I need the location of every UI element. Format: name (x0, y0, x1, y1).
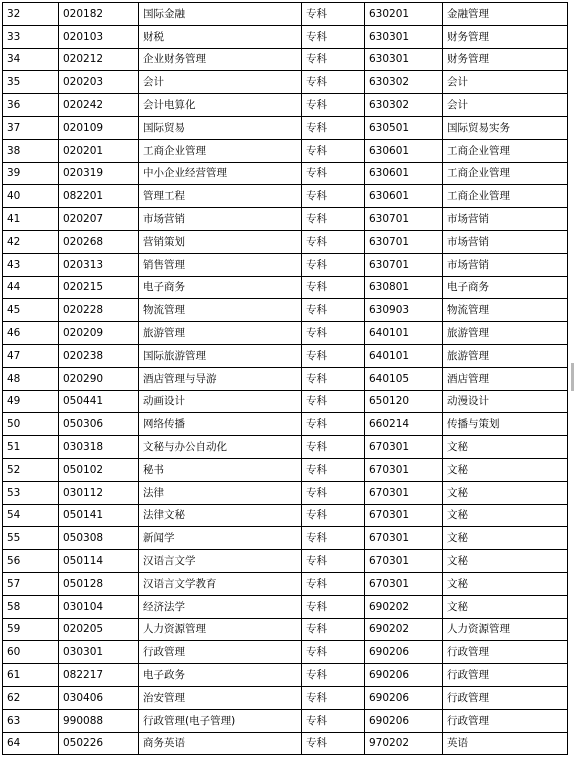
row-number-cell: 61 (3, 664, 59, 687)
exam-major-name-cell: 市场营销 (139, 208, 302, 231)
level-cell: 专科 (302, 48, 365, 71)
table-row (3, 116, 568, 139)
row-number-cell: 53 (3, 481, 59, 504)
target-major-name-cell: 行政管理 (443, 709, 568, 732)
target-major-code-cell: 630601 (365, 139, 443, 162)
exam-major-name-cell: 国际旅游管理 (139, 344, 302, 367)
table-row (3, 413, 568, 436)
exam-major-code-cell: 082201 (59, 185, 139, 208)
level-cell: 专科 (302, 664, 365, 687)
table-row (3, 299, 568, 322)
target-major-name-cell: 工商企业管理 (443, 139, 568, 162)
level-cell: 专科 (302, 595, 365, 618)
exam-major-code-cell: 050306 (59, 413, 139, 436)
exam-major-code-cell: 050141 (59, 504, 139, 527)
exam-major-name-cell: 新闻学 (139, 527, 302, 550)
target-major-code-cell: 630501 (365, 116, 443, 139)
level-cell: 专科 (302, 367, 365, 390)
exam-major-code-cell: 020290 (59, 367, 139, 390)
target-major-code-cell: 630301 (365, 25, 443, 48)
level-cell: 专科 (302, 116, 365, 139)
table-row (3, 458, 568, 481)
target-major-code-cell: 640105 (365, 367, 443, 390)
target-major-code-cell: 630601 (365, 162, 443, 185)
level-cell: 专科 (302, 253, 365, 276)
table-row (3, 390, 568, 413)
row-number-cell: 51 (3, 436, 59, 459)
table-row (3, 641, 568, 664)
exam-major-code-cell: 020228 (59, 299, 139, 322)
exam-major-name-cell: 人力资源管理 (139, 618, 302, 641)
table-row (3, 595, 568, 618)
row-number-cell: 45 (3, 299, 59, 322)
table-row (3, 481, 568, 504)
exam-major-name-cell: 国际金融 (139, 3, 302, 26)
target-major-name-cell: 人力资源管理 (443, 618, 568, 641)
exam-major-code-cell: 050226 (59, 732, 139, 755)
level-cell: 专科 (302, 322, 365, 345)
table-row (3, 527, 568, 550)
target-major-code-cell: 630701 (365, 253, 443, 276)
level-cell: 专科 (302, 71, 365, 94)
exam-major-code-cell: 020212 (59, 48, 139, 71)
target-major-name-cell: 文秘 (443, 481, 568, 504)
target-major-name-cell: 英语 (443, 732, 568, 755)
row-number-cell: 44 (3, 276, 59, 299)
level-cell: 专科 (302, 686, 365, 709)
table-row (3, 686, 568, 709)
exam-major-name-cell: 电子商务 (139, 276, 302, 299)
exam-major-name-cell: 网络传播 (139, 413, 302, 436)
level-cell: 专科 (302, 436, 365, 459)
row-number-cell: 64 (3, 732, 59, 755)
table-row (3, 162, 568, 185)
exam-major-name-cell: 酒店管理与导游 (139, 367, 302, 390)
exam-major-code-cell: 020103 (59, 25, 139, 48)
level-cell: 专科 (302, 504, 365, 527)
target-major-code-cell: 690206 (365, 709, 443, 732)
level-cell: 专科 (302, 641, 365, 664)
table-row (3, 322, 568, 345)
table-row (3, 436, 568, 459)
row-number-cell: 35 (3, 71, 59, 94)
target-major-name-cell: 传播与策划 (443, 413, 568, 436)
exam-major-name-cell: 电子政务 (139, 664, 302, 687)
target-major-name-cell: 市场营销 (443, 253, 568, 276)
target-major-name-cell: 市场营销 (443, 230, 568, 253)
table-row (3, 276, 568, 299)
target-major-code-cell: 630701 (365, 208, 443, 231)
target-major-name-cell: 文秘 (443, 504, 568, 527)
exam-major-code-cell: 020242 (59, 94, 139, 117)
table-row (3, 550, 568, 573)
row-number-cell: 54 (3, 504, 59, 527)
row-number-cell: 38 (3, 139, 59, 162)
table-row (3, 572, 568, 595)
exam-major-code-cell: 050102 (59, 458, 139, 481)
row-number-cell: 63 (3, 709, 59, 732)
exam-major-name-cell: 工商企业管理 (139, 139, 302, 162)
level-cell: 专科 (302, 527, 365, 550)
row-number-cell: 47 (3, 344, 59, 367)
table-row (3, 367, 568, 390)
row-number-cell: 41 (3, 208, 59, 231)
target-major-code-cell: 690202 (365, 595, 443, 618)
row-number-cell: 39 (3, 162, 59, 185)
target-major-name-cell: 工商企业管理 (443, 162, 568, 185)
exam-major-code-cell: 990088 (59, 709, 139, 732)
target-major-name-cell: 会计 (443, 71, 568, 94)
exam-major-code-cell: 050308 (59, 527, 139, 550)
target-major-name-cell: 文秘 (443, 550, 568, 573)
row-number-cell: 50 (3, 413, 59, 436)
row-number-cell: 60 (3, 641, 59, 664)
table-row (3, 230, 568, 253)
target-major-name-cell: 行政管理 (443, 664, 568, 687)
exam-major-name-cell: 会计电算化 (139, 94, 302, 117)
exam-major-name-cell: 秘书 (139, 458, 302, 481)
exam-major-code-cell: 020313 (59, 253, 139, 276)
level-cell: 专科 (302, 94, 365, 117)
row-number-cell: 36 (3, 94, 59, 117)
exam-major-name-cell: 管理工程 (139, 185, 302, 208)
target-major-name-cell: 市场营销 (443, 208, 568, 231)
table-row (3, 618, 568, 641)
row-number-cell: 48 (3, 367, 59, 390)
table-row (3, 139, 568, 162)
target-major-code-cell: 650120 (365, 390, 443, 413)
level-cell: 专科 (302, 299, 365, 322)
exam-major-name-cell: 经济法学 (139, 595, 302, 618)
exam-major-code-cell: 020268 (59, 230, 139, 253)
level-cell: 专科 (302, 390, 365, 413)
target-major-code-cell: 690206 (365, 664, 443, 687)
exam-major-name-cell: 中小企业经营管理 (139, 162, 302, 185)
exam-major-name-cell: 文秘与办公自动化 (139, 436, 302, 459)
target-major-name-cell: 行政管理 (443, 686, 568, 709)
exam-major-code-cell: 082217 (59, 664, 139, 687)
exam-major-code-cell: 020201 (59, 139, 139, 162)
target-major-name-cell: 动漫设计 (443, 390, 568, 413)
table-row (3, 94, 568, 117)
target-major-name-cell: 旅游管理 (443, 344, 568, 367)
table-row (3, 732, 568, 755)
exam-major-name-cell: 治安管理 (139, 686, 302, 709)
target-major-code-cell: 630601 (365, 185, 443, 208)
exam-major-code-cell: 050441 (59, 390, 139, 413)
row-number-cell: 34 (3, 48, 59, 71)
exam-major-name-cell: 法律 (139, 481, 302, 504)
target-major-code-cell: 640101 (365, 322, 443, 345)
level-cell: 专科 (302, 458, 365, 481)
row-number-cell: 33 (3, 25, 59, 48)
target-major-code-cell: 630801 (365, 276, 443, 299)
exam-major-code-cell: 020209 (59, 322, 139, 345)
exam-major-code-cell: 020207 (59, 208, 139, 231)
row-number-cell: 58 (3, 595, 59, 618)
exam-major-code-cell: 020182 (59, 3, 139, 26)
target-major-code-cell: 690206 (365, 686, 443, 709)
target-major-code-cell: 670301 (365, 504, 443, 527)
row-number-cell: 62 (3, 686, 59, 709)
target-major-name-cell: 会计 (443, 94, 568, 117)
exam-major-code-cell: 030406 (59, 686, 139, 709)
target-major-name-cell: 物流管理 (443, 299, 568, 322)
level-cell: 专科 (302, 230, 365, 253)
exam-major-name-cell: 会计 (139, 71, 302, 94)
target-major-name-cell: 工商企业管理 (443, 185, 568, 208)
exam-major-code-cell: 020109 (59, 116, 139, 139)
target-major-name-cell: 财务管理 (443, 48, 568, 71)
table-row (3, 185, 568, 208)
table-row (3, 664, 568, 687)
target-major-name-cell: 行政管理 (443, 641, 568, 664)
level-cell: 专科 (302, 208, 365, 231)
target-major-name-cell: 金融管理 (443, 3, 568, 26)
level-cell: 专科 (302, 709, 365, 732)
target-major-code-cell: 690206 (365, 641, 443, 664)
target-major-code-cell: 640101 (365, 344, 443, 367)
target-major-name-cell: 酒店管理 (443, 367, 568, 390)
level-cell: 专科 (302, 481, 365, 504)
target-major-name-cell: 文秘 (443, 572, 568, 595)
exam-major-code-cell: 020319 (59, 162, 139, 185)
target-major-code-cell: 670301 (365, 458, 443, 481)
level-cell: 专科 (302, 732, 365, 755)
exam-major-name-cell: 汉语言文学教育 (139, 572, 302, 595)
target-major-code-cell: 670301 (365, 436, 443, 459)
target-major-code-cell: 630903 (365, 299, 443, 322)
level-cell: 专科 (302, 25, 365, 48)
target-major-code-cell: 670301 (365, 481, 443, 504)
exam-major-name-cell: 销售管理 (139, 253, 302, 276)
exam-major-name-cell: 行政管理 (139, 641, 302, 664)
row-number-cell: 32 (3, 3, 59, 26)
row-number-cell: 46 (3, 322, 59, 345)
table-row (3, 504, 568, 527)
row-number-cell: 52 (3, 458, 59, 481)
exam-major-name-cell: 财税 (139, 25, 302, 48)
row-number-cell: 56 (3, 550, 59, 573)
target-major-code-cell: 630301 (365, 48, 443, 71)
target-major-name-cell: 文秘 (443, 436, 568, 459)
target-major-name-cell: 财务管理 (443, 25, 568, 48)
target-major-code-cell: 670301 (365, 572, 443, 595)
target-major-name-cell: 电子商务 (443, 276, 568, 299)
row-number-cell: 37 (3, 116, 59, 139)
table-row (3, 709, 568, 732)
target-major-code-cell: 670301 (365, 550, 443, 573)
target-major-code-cell: 630201 (365, 3, 443, 26)
target-major-code-cell: 670301 (365, 527, 443, 550)
level-cell: 专科 (302, 550, 365, 573)
table-row (3, 25, 568, 48)
exam-major-name-cell: 物流管理 (139, 299, 302, 322)
target-major-code-cell: 630701 (365, 230, 443, 253)
exam-major-code-cell: 030104 (59, 595, 139, 618)
exam-major-name-cell: 企业财务管理 (139, 48, 302, 71)
exam-major-name-cell: 营销策划 (139, 230, 302, 253)
exam-major-name-cell: 汉语言文学 (139, 550, 302, 573)
row-number-cell: 49 (3, 390, 59, 413)
exam-major-code-cell: 020203 (59, 71, 139, 94)
exam-major-code-cell: 020215 (59, 276, 139, 299)
row-number-cell: 55 (3, 527, 59, 550)
exam-major-code-cell: 030301 (59, 641, 139, 664)
target-major-name-cell: 文秘 (443, 527, 568, 550)
table-row (3, 344, 568, 367)
exam-major-code-cell: 020238 (59, 344, 139, 367)
target-major-name-cell: 国际贸易实务 (443, 116, 568, 139)
target-major-code-cell: 630302 (365, 71, 443, 94)
table-row (3, 71, 568, 94)
row-number-cell: 43 (3, 253, 59, 276)
row-number-cell: 57 (3, 572, 59, 595)
level-cell: 专科 (302, 344, 365, 367)
document-page (2, 2, 568, 755)
exam-major-name-cell: 法律文秘 (139, 504, 302, 527)
level-cell: 专科 (302, 162, 365, 185)
target-major-code-cell: 660214 (365, 413, 443, 436)
exam-major-code-cell: 020205 (59, 618, 139, 641)
exam-major-name-cell: 旅游管理 (139, 322, 302, 345)
row-number-cell: 42 (3, 230, 59, 253)
exam-major-code-cell: 050114 (59, 550, 139, 573)
level-cell: 专科 (302, 3, 365, 26)
exam-major-name-cell: 商务英语 (139, 732, 302, 755)
level-cell: 专科 (302, 413, 365, 436)
target-major-name-cell: 文秘 (443, 595, 568, 618)
exam-major-name-cell: 行政管理(电子管理) (139, 709, 302, 732)
exam-major-code-cell: 030318 (59, 436, 139, 459)
table-row (3, 208, 568, 231)
target-major-code-cell: 690202 (365, 618, 443, 641)
table-row (3, 253, 568, 276)
exam-major-code-cell: 030112 (59, 481, 139, 504)
major-mapping-table (2, 2, 568, 755)
exam-major-code-cell: 050128 (59, 572, 139, 595)
level-cell: 专科 (302, 618, 365, 641)
table-body (3, 3, 568, 755)
target-major-name-cell: 文秘 (443, 458, 568, 481)
target-major-code-cell: 630302 (365, 94, 443, 117)
row-number-cell: 59 (3, 618, 59, 641)
level-cell: 专科 (302, 185, 365, 208)
level-cell: 专科 (302, 276, 365, 299)
table-row (3, 3, 568, 26)
level-cell: 专科 (302, 139, 365, 162)
target-major-name-cell: 旅游管理 (443, 322, 568, 345)
exam-major-name-cell: 动画设计 (139, 390, 302, 413)
row-number-cell: 40 (3, 185, 59, 208)
target-major-code-cell: 970202 (365, 732, 443, 755)
exam-major-name-cell: 国际贸易 (139, 116, 302, 139)
level-cell: 专科 (302, 572, 365, 595)
table-row (3, 48, 568, 71)
